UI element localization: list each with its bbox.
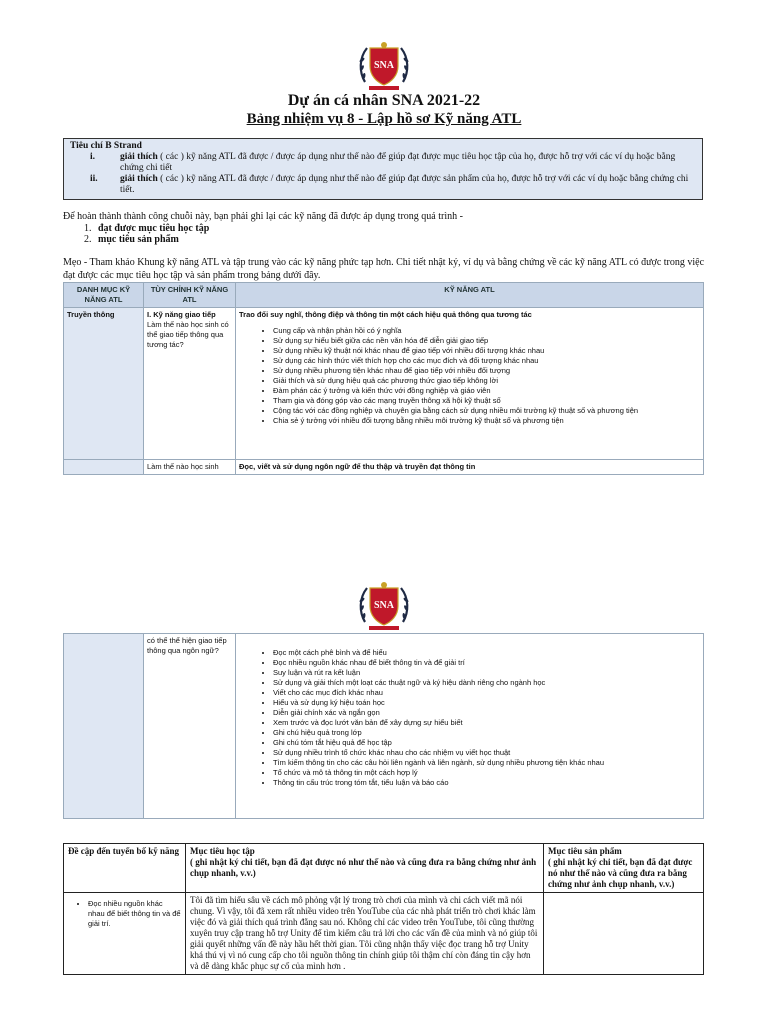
cluster-cell: có thể thể hiện giao tiếp thông qua ngôn ngữ? <box>144 634 236 819</box>
list-item: • Đọc nhiều nguồn khác nhau để biết thông tin và để giải trí. <box>88 899 181 929</box>
cluster-cell <box>144 308 236 460</box>
header-product-goal <box>544 844 704 893</box>
cluster-title: I. Kỹ năng giao tiếp <box>147 310 216 319</box>
list-item: • Suy luận và rút ra kết luận <box>273 668 700 678</box>
skills-cell <box>236 308 704 460</box>
header-learning-goal <box>186 844 544 893</box>
list-item: • Diễn giải chính xác và ngắn gọn <box>273 708 700 718</box>
header-custom: TÙY CHỈNH KỸ NĂNG ATL <box>144 283 236 308</box>
table-header-row <box>64 844 704 893</box>
table-header-row <box>64 283 704 308</box>
list-item: • Tìm kiếm thông tin cho các câu hỏi liên ngành và liên ngành, sử dụng nhiều phương tiện khác nhau <box>273 758 700 768</box>
table-row <box>64 634 704 819</box>
skill-heading: Đọc, viết và sử dụng ngôn ngữ để thu thập và truyền đạt thông tin <box>236 460 704 475</box>
cluster-cell: Làm thế nào học sinh <box>144 460 236 475</box>
list-item: • Giải thích và sử dụng hiệu quả các phương thức giao tiếp không lời <box>273 376 700 386</box>
category-cell <box>64 634 144 819</box>
list-item: • Chia sẻ ý tưởng với nhiều đối tượng bằng nhiều môi trường kỹ thuật số và phương tiện <box>273 416 700 426</box>
list-item: • Sử dụng các hình thức viết thích hợp cho các mục đích và đối tượng khác nhau <box>273 356 700 366</box>
page-subtitle: Bảng nhiệm vụ 8 - Lập hồ sơ Kỹ năng ATL <box>246 111 522 127</box>
logo-text: SNA <box>373 60 395 71</box>
list-item: • Sử dụng nhiều phương tiện khác nhau để giao tiếp với nhiều đối tượng <box>273 366 700 376</box>
product-goal-cell <box>544 893 704 975</box>
list-item: • Hiểu và sử dụng ký hiệu toán học <box>273 698 700 708</box>
list-item: • Sử dụng nhiều trình tổ chức khác nhau cho các nhiệm vụ viết học thuật <box>273 748 700 758</box>
category-cell <box>64 460 144 475</box>
table-row <box>64 460 704 475</box>
skills-cell <box>236 634 704 819</box>
skill-list <box>239 648 700 788</box>
header-subtitle: ( ghi nhật ký chi tiết, bạn đã đạt được nó như thế nào và cũng đưa ra bằng chứng như ảnh chụp nhanh, v.v.) <box>190 857 537 878</box>
list-item: • Cung cấp và nhận phản hồi có ý nghĩa <box>273 326 700 336</box>
atl-skills-table-continued <box>63 633 704 819</box>
atl-skills-table <box>63 282 704 475</box>
evidence-log-table <box>63 843 704 975</box>
goals-list <box>84 223 209 245</box>
goal-text: đạt được mục tiêu học tập <box>98 223 210 234</box>
goal-item <box>84 234 209 245</box>
goal-text: mục tiêu sản phẩm <box>98 234 179 245</box>
header-subtitle: ( ghi nhật ký chi tiết, bạn đã đạt được nó như thế nào và cũng đưa ra bằng chứng như ảnh chụp nhanh, v.v.) <box>548 857 693 889</box>
list-item: • Sử dụng và giải thích một loạt các thuật ngữ và ký hiệu dành riêng cho ngành học <box>273 678 700 688</box>
header-skills: KỸ NĂNG ATL <box>236 283 704 308</box>
strand-item-number: i. <box>90 152 96 162</box>
table-row <box>64 893 704 975</box>
cluster-question: Làm thế nào học sinh có thể giao tiếp thông qua tương tác? <box>147 320 229 349</box>
list-item: • Tham gia và đóng góp vào các mạng truyền thông xã hội kỹ thuật số <box>273 396 700 406</box>
strand-item-text: ( các ) kỹ năng ATL đã được / được áp dụng như thế nào để giúp đạt được sản phẩm của họ, được hỗ trợ với các ví dụ hoặc bằng chứng chi tiết. <box>120 174 689 195</box>
goal-item <box>84 223 209 234</box>
strand-item-text: ( các ) kỹ năng ATL đã được / được áp dụng như thế nào để giúp đạt được mục tiêu học tập của họ, được hỗ trợ với các ví dụ hoặc bằng chứng chi tiết <box>120 152 676 173</box>
list-item: • Đọc nhiều nguồn khác nhau để biết thông tin và để giải trí <box>273 658 700 668</box>
list-item: • Ghi chú hiệu quả trong lớp <box>273 728 700 738</box>
strand-item <box>64 174 702 196</box>
list-item: • Ghi chú tóm tắt hiệu quả để học tập <box>273 738 700 748</box>
sna-logo <box>355 578 413 636</box>
learning-goal-cell: Tôi đã tìm hiểu sâu về cách mô phỏng vật lý trong trò chơi của mình và chi cách viết mã nói chung. Vì vậy, tôi đã xem rất nhiều video trên YouTube của các nhà phát triển trò chơi khác làm việc đó và giải thích quá trình đằng sau nó. Không chỉ các video trên YouTube, tôi cũng thường xuyên truy cập trang hỗ trợ Unity để tìm kiếm câu trả lời cho các vấn đề của mình và nó giúp tôi giải quyết những vấn đề này hầu hết thời gian. Tôi cũng nhận thấy việc đọc trang hỗ trợ Unity khá thú vị vì nó cung cấp cho tôi nguồn thông tin chính giúp tôi thậm chí còn đáng tin cậy hơn và dễ dàng khắc phục sự cố của mình hơn . <box>186 893 544 975</box>
header-title: Mục tiêu học tập <box>190 846 255 856</box>
list-item: • Đàm phán các ý tưởng và kiến thức với đồng nghiệp và giáo viên <box>273 386 700 396</box>
strand-item-bold: giải thích <box>120 152 158 162</box>
header-category: DANH MỤC KỸ NĂNG ATL <box>64 283 144 308</box>
list-item: • Cộng tác với các đồng nghiệp và chuyên gia bằng cách sử dụng nhiều môi trường kỹ thuật số và phương tiện <box>273 406 700 416</box>
skill-statement-list <box>68 899 181 929</box>
list-item: • Tổ chức và mô tả thông tin một cách hợp lý <box>273 768 700 778</box>
list-item: • Viết cho các mục đích khác nhau <box>273 688 700 698</box>
header-title: Mục tiêu sản phẩm <box>548 846 622 856</box>
strand-box <box>63 138 703 200</box>
header-skill-statement: Đề cập đến tuyển bố kỹ năng <box>64 844 186 893</box>
list-item: • Đọc một cách phê bình và để hiểu <box>273 648 700 658</box>
strand-item-bold: giải thích <box>120 174 158 184</box>
list-item: • Sử dụng sự hiểu biết giữa các nền văn hóa để diễn giải giao tiếp <box>273 336 700 346</box>
sna-logo <box>355 38 413 96</box>
list-item: • Xem trước và đọc lướt văn bản để xây dựng sự hiểu biết <box>273 718 700 728</box>
strand-heading: Tiêu chí B Strand <box>70 141 142 151</box>
goal-number: 1. <box>84 223 92 234</box>
logo-text: SNA <box>373 600 395 611</box>
list-item: • Sử dụng nhiều kỹ thuật nói khác nhau để giao tiếp với nhiều đối tượng khác nhau <box>273 346 700 356</box>
page-title: Dự án cá nhân SNA 2021-22 <box>287 92 481 109</box>
strand-item <box>64 152 702 174</box>
goal-number: 2. <box>84 234 92 245</box>
list-item: • Thông tin cấu trúc trong tóm tắt, tiểu luận và báo cáo <box>273 778 700 788</box>
skill-statement-cell <box>64 893 186 975</box>
skill-heading: Trao đổi suy nghĩ, thông điệp và thông tin một cách hiệu quả thông qua tương tác <box>239 310 532 319</box>
category-cell: Truyền thông <box>64 308 144 460</box>
table-row <box>64 308 704 460</box>
tip-text: Mẹo - Tham khảo Khung kỹ năng ATL và tập trung vào các kỹ năng phức tạp hơn. Chi tiết nhật ký, ví dụ và bằng chứng về các kỹ năng ATL có được trong việc đạt được các mục tiêu học tập và sản phẩm trong bảng dưới đây. <box>63 257 705 281</box>
strand-item-number: ii. <box>90 174 98 184</box>
skill-list <box>239 326 700 426</box>
intro-text: Để hoàn thành thành công chuỗi này, bạn phải ghi lại các kỹ năng đã được áp dụng trong quá trình - <box>63 211 463 222</box>
